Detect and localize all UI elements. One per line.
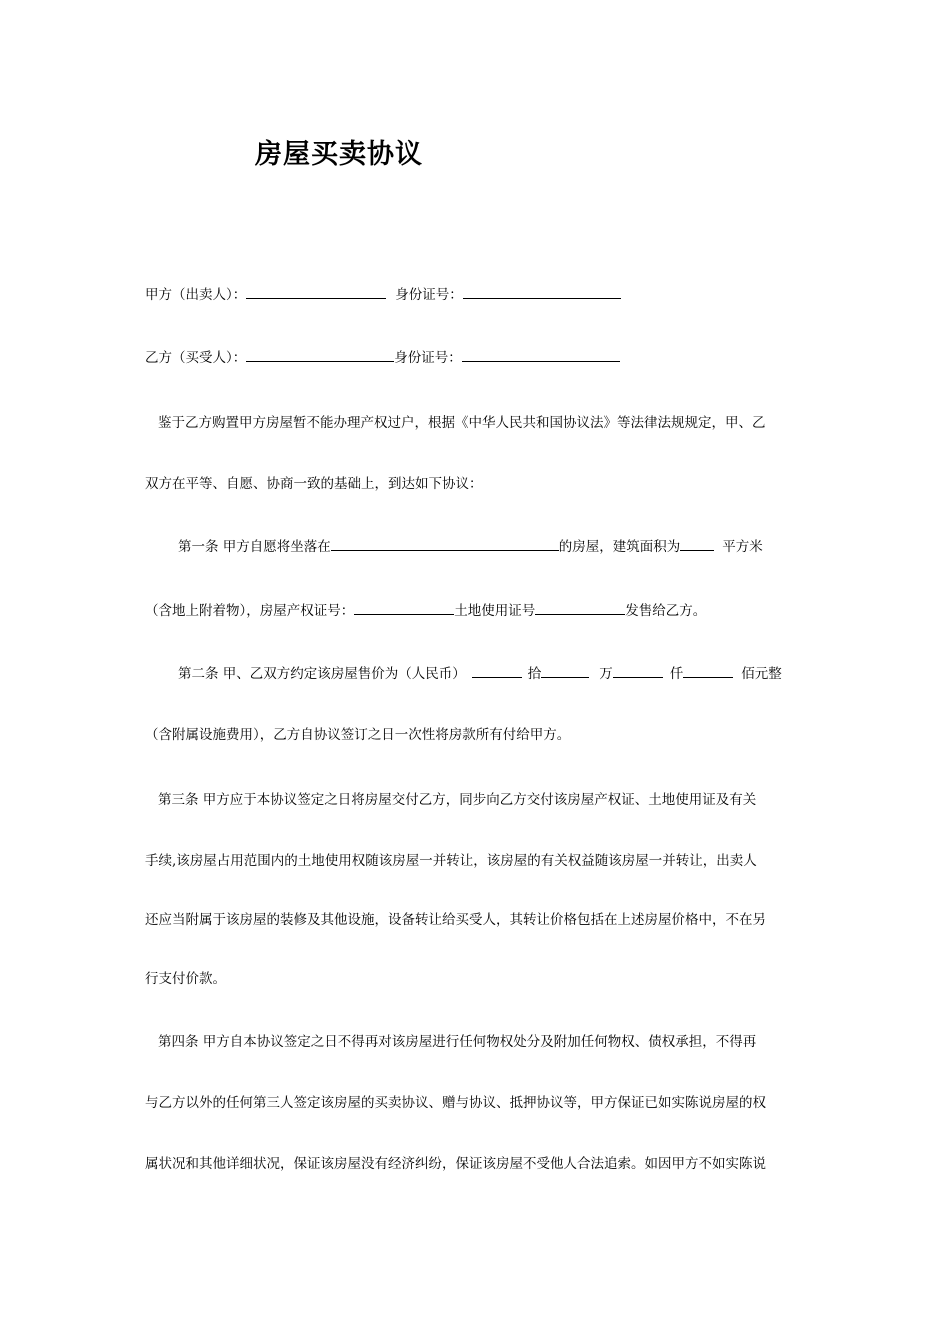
- article-2-line-1: [178, 664, 782, 684]
- party-a-label: 甲方（出卖人）：: [145, 287, 247, 303]
- land-cert-blank: [535, 601, 625, 615]
- party-a-name-blank: [246, 285, 386, 299]
- party-b-label: 乙方（买受人）：: [145, 350, 247, 366]
- price-unit-shi: 拾: [527, 666, 542, 682]
- article-4-line-1: 第四条 甲方自本协议签定之日不得再对该房屋进行任何物权处分及附加任何物权、债权承担，不得再: [158, 1034, 757, 1050]
- price-unit-bai: 佰元整: [741, 666, 782, 682]
- article-1-text-6: 发售给乙方。: [625, 603, 707, 619]
- article-3-line-2: 手续,该房屋占用范围内的土地使用权随该房屋一并转让，该房屋的有关权益随该房屋一并转让，出卖人: [145, 853, 757, 869]
- article-1-text-4: （含地上附着物），房屋产权证号：: [145, 603, 355, 619]
- article-1-line-2: [145, 601, 706, 621]
- party-a-id-label: 身份证号：: [395, 287, 463, 303]
- preamble-line-2: 双方在平等、自愿、协商一致的基础上，到达如下协议：: [145, 476, 483, 492]
- price-blank-3: [613, 664, 663, 678]
- price-blank-2: [541, 664, 589, 678]
- property-cert-blank: [354, 601, 454, 615]
- party-b-name-blank: [246, 348, 394, 362]
- party-b-id-blank: [462, 348, 620, 362]
- article-3-line-1: 第三条 甲方应于本协议签定之日将房屋交付乙方，同步向乙方交付该房屋产权证、土地使用证及有关: [158, 792, 757, 808]
- preamble-line-1: 鉴于乙方购置甲方房屋暂不能办理产权过户，根据《中华人民共和国协议法》等法律法规规定，甲、乙: [158, 415, 766, 431]
- article-1-text-5: 土地使用证号: [454, 603, 536, 619]
- party-b-line: [145, 348, 620, 368]
- price-unit-qian: 仟: [669, 666, 684, 682]
- article-2-line-2: （含附属设施费用），乙方自协议签订之日一次性将房款所有付给甲方。: [145, 727, 571, 743]
- article-1-area-blank: [680, 537, 714, 551]
- article-1-text-1: 第一条 甲方自愿将坐落在: [178, 539, 331, 555]
- article-4-line-3: 属状况和其他详细状况，保证该房屋没有经济纠纷，保证该房屋不受他人合法追索。如因甲方不如实陈说: [145, 1156, 766, 1172]
- article-1-line-1: [178, 537, 763, 557]
- document-title: 房屋买卖协议: [255, 139, 423, 170]
- article-1-text-3: 平方米: [722, 539, 763, 555]
- article-1-location-blank: [331, 537, 559, 551]
- price-blank-1: [472, 664, 522, 678]
- party-a-line: [145, 285, 621, 305]
- article-1-text-2: 的房屋，建筑面积为: [558, 539, 681, 555]
- price-blank-4: [683, 664, 733, 678]
- article-3-line-3: 还应当附属于该房屋的装修及其他设施，设备转让给买受人，其转让价格包括在上述房屋价格中，不在另: [145, 912, 766, 928]
- article-4-line-2: 与乙方以外的任何第三人签定该房屋的买卖协议、赠与协议、抵押协议等，甲方保证已如实陈说房屋的权: [145, 1095, 766, 1111]
- party-b-id-label: 身份证号：: [394, 350, 462, 366]
- article-2-text-1: 第二条 甲、乙双方约定该房屋售价为（人民币）: [178, 666, 466, 682]
- article-3-line-4: 行支付价款。: [145, 971, 226, 987]
- price-unit-wan: 万: [599, 666, 613, 682]
- party-a-id-blank: [463, 285, 621, 299]
